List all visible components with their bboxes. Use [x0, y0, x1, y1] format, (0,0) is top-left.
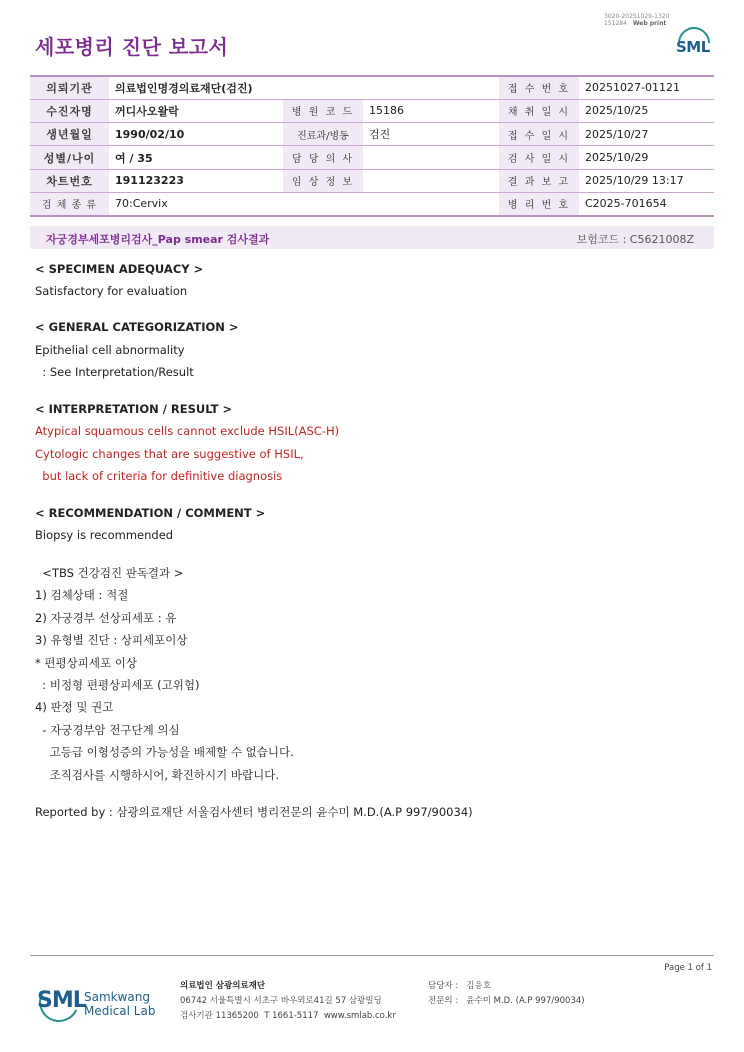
info-row — [30, 169, 714, 192]
page-number: Page 1 of 1 — [664, 963, 712, 973]
info-label: 병 리 번 호 — [499, 192, 579, 215]
specimen-adequacy-heading: < SPECIMEN ADEQUACY > — [35, 262, 204, 276]
tbs-line: 3) 유형별 진단 : 상피세포이상 — [35, 633, 188, 647]
tbs-line: : 비정형 편평상피세포 (고위험) — [35, 678, 200, 692]
categorization-line: : See Interpretation/Result — [35, 365, 194, 379]
info-label: 생년월일 — [30, 123, 109, 146]
info-value: 2025/10/25 — [579, 99, 714, 122]
footer-specialist: 전문의 : 윤수미 M.D. (A.P 997/90034) — [428, 996, 585, 1006]
info-label: 차트번호 — [30, 169, 109, 192]
info-value: 191123223 — [109, 169, 283, 192]
footer-divider — [30, 955, 714, 956]
info-value: 2025/10/29 13:17 — [579, 169, 714, 192]
categorization-line: Epithelial cell abnormality — [35, 343, 185, 357]
print-code-line2: 151284 — [604, 20, 627, 27]
info-value: 꺼디사오왈락 — [109, 99, 283, 122]
info-value: 검진 — [363, 123, 499, 146]
info-label: 임 상 정 보 — [283, 169, 363, 192]
footer-logo-text: SML — [37, 988, 86, 1013]
info-label: 수진자명 — [30, 99, 109, 122]
samkwang-logo-icon — [37, 982, 167, 1026]
footer-logo-name: Medical Lab — [84, 1004, 156, 1018]
result-line: Atypical squamous cells cannot exclude HSIL(ASC-H) — [35, 424, 340, 438]
info-value: 1990/02/10 — [109, 123, 283, 146]
footer-manager: 담당자 : 김응호 — [428, 981, 491, 991]
info-label: 담 당 의 사 — [283, 146, 363, 169]
info-row — [30, 146, 714, 169]
reported-by: Reported by : 삼광의료재단 서울검사센터 병리전문의 윤수미 M.D.(A.P 997/90034) — [35, 805, 473, 819]
tbs-line: 1) 검체상태 : 적절 — [35, 588, 129, 602]
specimen-adequacy-text: Satisfactory for evaluation — [35, 284, 188, 298]
info-value: 15186 — [363, 99, 499, 122]
footer-address: 06742 서울특별시 서초구 바우뫼로41길 57 삼광빌딩 — [180, 996, 382, 1006]
tbs-line: 고등급 이형성증의 가능성을 배제할 수 없습니다. — [35, 745, 294, 759]
print-code — [604, 13, 669, 27]
recommendation-heading: < RECOMMENDATION / COMMENT > — [35, 506, 266, 520]
info-value: 여 / 35 — [109, 146, 283, 169]
tbs-line: 4) 판정 및 권고 — [35, 700, 114, 714]
info-value: C2025-701654 — [579, 192, 714, 215]
info-label: 접 수 일 시 — [499, 123, 579, 146]
tbs-line: 2) 자궁경부 선상피세포 : 유 — [35, 611, 177, 625]
info-label: 검 체 종 류 — [30, 192, 109, 215]
interpretation-heading: < INTERPRETATION / RESULT > — [35, 402, 233, 416]
info-row — [30, 99, 714, 122]
info-value — [363, 169, 499, 192]
info-value: 의료법인명경의료재단(검진) — [109, 76, 499, 99]
logo-text: SML — [676, 38, 710, 56]
info-label: 병 원 코 드 — [283, 99, 363, 122]
tbs-line: * 편평상피세포 이상 — [35, 656, 137, 670]
footer-contact: 검사기관 11365200 T 1661-5117 www.smlab.co.kr — [180, 1011, 396, 1021]
tbs-line: 조직검사를 시행하시어, 확진하시기 바랍니다. — [35, 768, 279, 782]
sml-logo-icon — [674, 27, 714, 63]
result-line: but lack of criteria for definitive diagnosis — [35, 469, 283, 483]
general-categorization-heading: < GENERAL CATEGORIZATION > — [35, 320, 239, 334]
info-value: 20251027-01121 — [579, 76, 714, 99]
tbs-line: - 자궁경부암 전구단계 의심 — [35, 723, 180, 737]
info-value — [363, 146, 499, 169]
result-line: Cytologic changes that are suggestive of HSIL, — [35, 447, 304, 461]
info-label: 의뢰기관 — [30, 76, 109, 99]
info-value: 2025/10/27 — [579, 123, 714, 146]
footer-org-name: 의료법인 삼광의료재단 — [180, 981, 266, 991]
info-row — [30, 192, 714, 215]
exam-title-bar — [30, 226, 714, 249]
tbs-heading: <TBS 건강검진 판독결과 > — [35, 566, 184, 580]
footer-logo-name: Samkwang — [84, 990, 150, 1004]
print-code-line1: 3020-20251029-1320 — [604, 13, 670, 20]
page-title: 세포병리 진단 보고서 — [35, 35, 229, 59]
insurance-code: 보험코드 : C5621008Z — [576, 233, 694, 246]
info-label: 성별/나이 — [30, 146, 109, 169]
info-row — [30, 76, 714, 99]
patient-info-table — [30, 75, 714, 217]
info-row — [30, 123, 714, 146]
web-print-label: Web print — [632, 20, 667, 27]
recommendation-text: Biopsy is recommended — [35, 528, 174, 542]
exam-name: 자궁경부세포병리검사_Pap smear 검사결과 — [46, 233, 270, 246]
info-label: 검 사 일 시 — [499, 146, 579, 169]
info-value: 2025/10/29 — [579, 146, 714, 169]
info-label: 진료과/병동 — [283, 123, 363, 146]
info-label: 결 과 보 고 — [499, 169, 579, 192]
info-label: 접 수 번 호 — [499, 76, 579, 99]
info-value: 70:Cervix — [109, 192, 499, 215]
info-label: 채 취 일 시 — [499, 99, 579, 122]
